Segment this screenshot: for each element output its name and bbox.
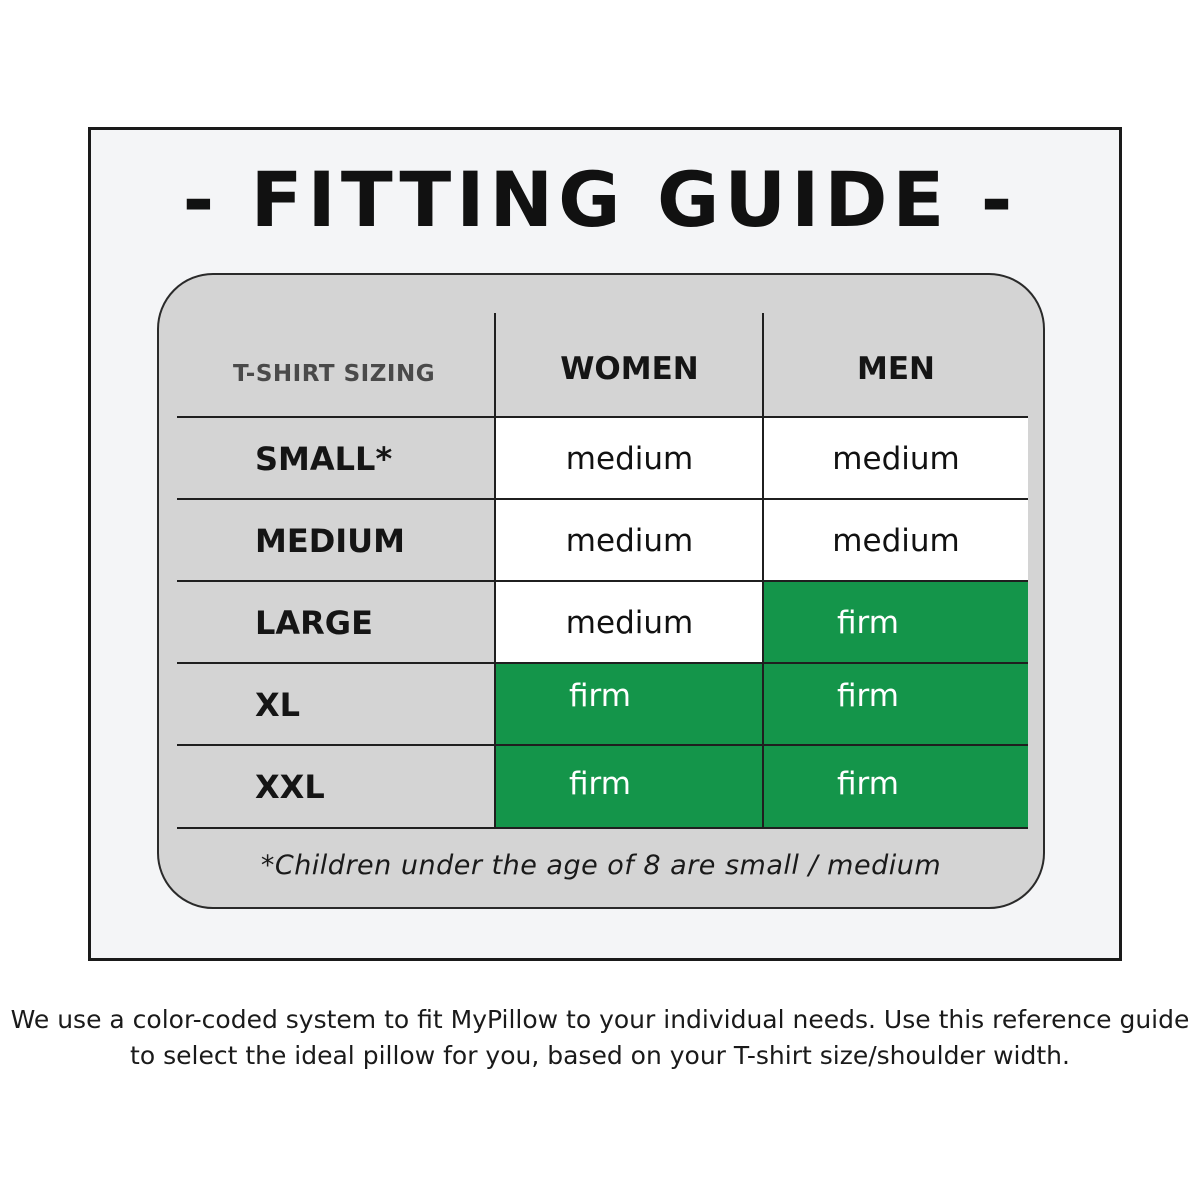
women-medium-value: medium <box>496 500 763 581</box>
table-divider <box>177 744 1028 746</box>
table-divider <box>177 662 1028 664</box>
men-xxl-value: firm <box>764 746 1028 827</box>
women-xl-value: firm <box>496 664 763 745</box>
women-small-value: medium <box>496 418 763 499</box>
table-divider <box>177 827 1028 829</box>
table-divider <box>494 313 496 829</box>
column-header-men: MEN <box>857 351 935 387</box>
footnote: *Children under the age of 8 are small / medium <box>260 850 942 881</box>
men-large-value: firm <box>764 582 1028 663</box>
row-label-xl: XL <box>255 685 301 724</box>
table-divider <box>177 498 1028 500</box>
caption-line-1: We use a color-coded system to fit MyPillow to your individual needs. Use this reference guide <box>10 1005 1190 1034</box>
table-divider <box>177 416 1028 418</box>
description-caption <box>0 1002 1200 1074</box>
row-label-xxl: XXL <box>255 767 325 806</box>
women-large-value: medium <box>496 582 763 663</box>
caption-line-2: to select the ideal pillow for you, based on your T-shirt size/shoulder width. <box>130 1041 1070 1070</box>
row-label-large: LARGE <box>255 603 373 642</box>
table-divider <box>762 313 764 829</box>
column-header-tshirt-sizing: T-SHIRT SIZING <box>233 361 436 387</box>
men-medium-value: medium <box>764 500 1028 581</box>
page-title: - FITTING GUIDE - <box>182 155 1018 244</box>
men-xl-value: firm <box>764 664 1028 745</box>
column-header-women: WOMEN <box>560 351 699 387</box>
women-xxl-value: firm <box>496 746 763 827</box>
table-divider <box>177 580 1028 582</box>
row-label-small: SMALL* <box>255 439 393 478</box>
row-label-medium: MEDIUM <box>255 521 405 560</box>
men-small-value: medium <box>764 418 1028 499</box>
